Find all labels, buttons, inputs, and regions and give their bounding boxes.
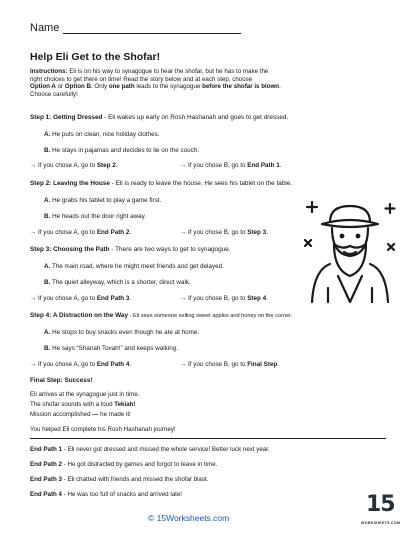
end-path-label: End Path 1 [30, 446, 62, 453]
copyright-link[interactable]: © 15Worksheets.com [148, 513, 230, 523]
go-target: Step 2 [96, 162, 116, 169]
final-text: The shofar sounds with a loud [30, 401, 115, 408]
go-target: End Path 2 [96, 229, 130, 236]
go-text: → If you chose B, go to [180, 229, 248, 236]
sparkle-icon [305, 240, 311, 246]
logo-number: 15 [366, 492, 395, 517]
go-text: → If you chose A, go to [30, 162, 97, 169]
eli-illustration [300, 192, 400, 308]
go-target: End Path 4 [96, 361, 130, 368]
instructions-emphasis: before the shofar is blown [202, 83, 280, 91]
option-text: He stops to buy snacks even though he ate at home. [52, 329, 200, 336]
step-2-option-b [44, 213, 146, 220]
step-description: - Eli wakes up early on Rosh Hashanah and goes to get dressed. [102, 114, 289, 121]
final-text: Mission accomplished [30, 411, 93, 418]
step-description: - Eli is ready to leave the house. He sees his tablet on the table. [109, 180, 293, 187]
step-4-option-b [44, 345, 178, 352]
option-text: He heads out the door right away. [52, 213, 147, 220]
end-path-3 [30, 476, 209, 484]
option-letter: B. [44, 147, 51, 154]
step-title: Step 2: Leaving the House [30, 180, 110, 187]
sparkle-icon [388, 244, 394, 250]
final-emphasis: — [92, 411, 99, 418]
instructions-text: or [55, 83, 65, 91]
step-1-go-a: → If you chose A, go to Step 2. [30, 162, 118, 169]
instructions-label: Instructions: [30, 68, 68, 75]
final-line-2 [30, 401, 135, 409]
name-field-row [30, 22, 241, 34]
instructions-text: right choices to get there on time! Read the story below and at each step, choose [30, 75, 253, 83]
go-text: → If you chose B, go to [180, 361, 248, 368]
step-4-heading [30, 312, 292, 319]
instructions-text: leads to the synagogue [134, 83, 203, 91]
end-path-1 [30, 446, 270, 454]
step-3-go-a: → If you chose A, go to End Path 3. [30, 295, 132, 302]
final-line-3 [30, 411, 131, 419]
instructions-emphasis: Option A [30, 83, 56, 91]
go-text: → If you chose A, go to [30, 229, 97, 236]
option-letter: A. [44, 131, 51, 138]
instructions-text: Eli is on his way to synagogue to hear the shofar, but he has to make the [67, 68, 269, 75]
instructions-text: Choose carefully! [30, 90, 78, 98]
option-text: He puts on clean, nice holiday clothes. [52, 131, 160, 138]
step-description: - There are two ways to get to synagogue. [109, 246, 231, 253]
step-title: Step 3: Choosing the Path [30, 246, 110, 253]
option-text: He says “Shanah Tovah!” and keeps walking. [52, 345, 178, 352]
step-3-option-a [44, 263, 224, 270]
step-2-heading [30, 180, 292, 187]
end-path-text: - Eli never got dressed and missed the whole service! Better luck next year. [61, 446, 270, 453]
step-description: - Eli sees someone selling sweet apples and honey on the corner. [128, 313, 293, 319]
step-3-go-b: → If you chose B, go to Step 4. [180, 295, 268, 302]
step-4-go-b: → If you chose B, go to Final Step. [180, 361, 280, 368]
final-line-1: Eli arrives at the synagogue just in time. [30, 391, 140, 398]
go-target: Step 3 [247, 229, 267, 236]
step-3-option-b [44, 279, 191, 286]
instructions-emphasis: one path [108, 83, 135, 91]
sparkle-icon [307, 202, 317, 212]
step-2-go-b: → If you chose B, go to Step 3. [180, 229, 268, 236]
option-text: He grabs his tablet to play a game first. [52, 197, 162, 204]
option-text: The quiet alleyway, which is a shorter, direct walk. [51, 279, 191, 286]
end-path-text: - He was too full of snacks and arrived late! [61, 491, 183, 498]
go-text: → If you chose B, go to [180, 295, 248, 302]
go-target: Step 4 [247, 295, 267, 302]
step-title: Step 4: A Distraction on the Way [30, 312, 128, 319]
final-text: he made it! [98, 411, 131, 418]
go-target: End Path 1 [247, 162, 280, 169]
end-path-4 [30, 491, 182, 499]
instructions-text: . [279, 83, 281, 91]
step-3-heading [30, 246, 231, 253]
step-1-go-b: → If you chose B, go to End Path 1. [180, 162, 282, 169]
step-1-option-a [44, 131, 160, 138]
go-text: → If you chose A, go to [30, 361, 97, 368]
name-label: Name [30, 22, 60, 34]
instructions-block [30, 68, 400, 98]
option-text: The main road, where he might meet friends and get delayed. [51, 263, 224, 270]
step-2-go-a: → If you chose A, go to End Path 2. [30, 229, 132, 236]
option-letter: B. [44, 345, 51, 352]
final-emphasis: Tekiah! [114, 401, 136, 408]
go-text: → If you chose B, go to [180, 162, 248, 169]
final-step-heading [30, 377, 93, 384]
option-text: He stays in pajamas and decides to lie on the couch. [52, 147, 200, 154]
step-2-option-a [44, 197, 161, 204]
option-letter: A. [44, 263, 51, 270]
end-path-text: - He got distracted by games and forgot to leave in time. [61, 461, 218, 468]
option-letter: B. [44, 213, 51, 220]
go-target: Final Step [247, 361, 278, 368]
instructions-emphasis: Option B [64, 83, 91, 91]
end-path-label: End Path 2 [30, 461, 62, 468]
step-4-option-a [44, 329, 199, 336]
step-title: Step 1: Getting Dressed [30, 114, 103, 121]
final-title: Final Step: Success! [30, 377, 93, 384]
logo-subtext: WORKSHEETS.COM [361, 521, 401, 525]
sparkle-icon [386, 204, 395, 213]
instructions-text: . Only [90, 83, 109, 91]
option-letter: B. [44, 279, 51, 286]
go-text: → If you chose A, go to [30, 295, 97, 302]
section-divider [30, 438, 386, 439]
end-path-text: - Eli chatted with friends and missed the shofar blast. [61, 476, 209, 483]
end-path-label: End Path 3 [30, 476, 62, 483]
go-target: End Path 3 [96, 295, 130, 302]
option-letter: A. [44, 197, 51, 204]
step-1-heading [30, 114, 288, 121]
name-blank-line[interactable] [63, 24, 241, 34]
worksheet-title: Help Eli Get to the Shofar! [30, 51, 161, 63]
step-1-option-b [44, 147, 199, 154]
final-line-4: You helped Eli complete his Rosh Hashanah journey! [30, 426, 176, 433]
option-letter: A. [44, 329, 51, 336]
end-path-2 [30, 461, 217, 469]
step-4-go-a: → If you chose A, go to End Path 4. [30, 361, 132, 368]
end-path-label: End Path 4 [30, 491, 62, 498]
